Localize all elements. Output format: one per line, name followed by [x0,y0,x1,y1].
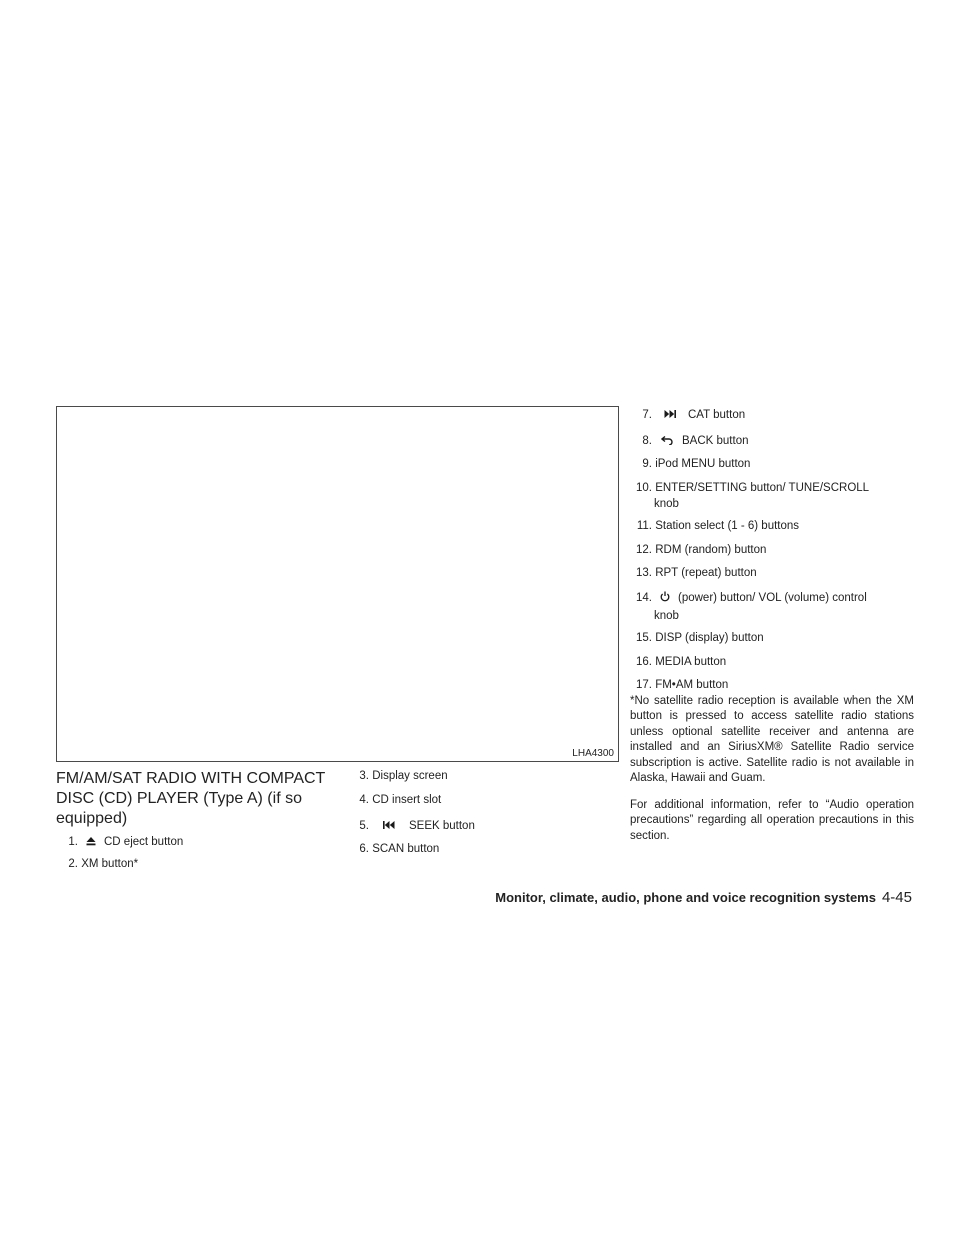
list-item: 1. CD eject button [68,836,184,848]
figure-code: LHA4300 [572,748,614,759]
seek-back-icon [369,819,409,833]
list-item: 10. ENTER/SETTING button/ TUNE/SCROLL [636,482,870,494]
figure-image [56,406,619,762]
list-item: 11. Station select (1 - 6) buttons [636,520,800,532]
list-item: 9. iPod MENU button [642,458,751,470]
page-number: 4-45 [881,889,912,906]
section-heading: FM/AM/SAT RADIO WITH COMPACT DISC (CD) PLAYER (Type A) (if so equipped) [56,770,326,827]
back-arrow-icon [652,434,682,448]
list-item: 8. BACK button [642,435,749,447]
footnote-paragraph: *No satellite radio reception is available when the XM button is pressed to access satellite radio stations unless optional satellite receiver and antenna are installed and an SiriusXM® Satellite Radio service subscription is active. Satellite radio is not available in Alaska, Hawaii and Guam. [630,695,914,785]
list-item: 4. CD insert slot [359,794,442,806]
additional-info-paragraph: For additional information, refer to “Audio operation precautions” regarding all operation precautions in this section. [630,799,914,842]
eject-icon [78,835,104,849]
list-item: 5. SEEK button [359,820,475,832]
list-item: 2. XM button* [68,858,139,870]
power-icon [652,591,678,605]
list-item: 15. DISP (display) button [636,632,764,644]
list-item: 14. (power) button/ VOL (volume) control [636,592,867,604]
list-item: 16. MEDIA button [636,656,727,668]
seek-forward-icon [652,408,688,422]
footer-title: Monitor, climate, audio, phone and voice recognition systems [495,890,876,905]
list-item: 6. SCAN button [359,843,440,855]
list-item: 3. Display screen [359,770,448,782]
list-item: 7. CAT button [642,409,746,421]
list-item: 17. FM•AM button [636,679,729,691]
list-item: 13. RPT (repeat) button [636,567,757,579]
page-footer [495,889,912,906]
list-item: 12. RDM (random) button [636,544,767,556]
